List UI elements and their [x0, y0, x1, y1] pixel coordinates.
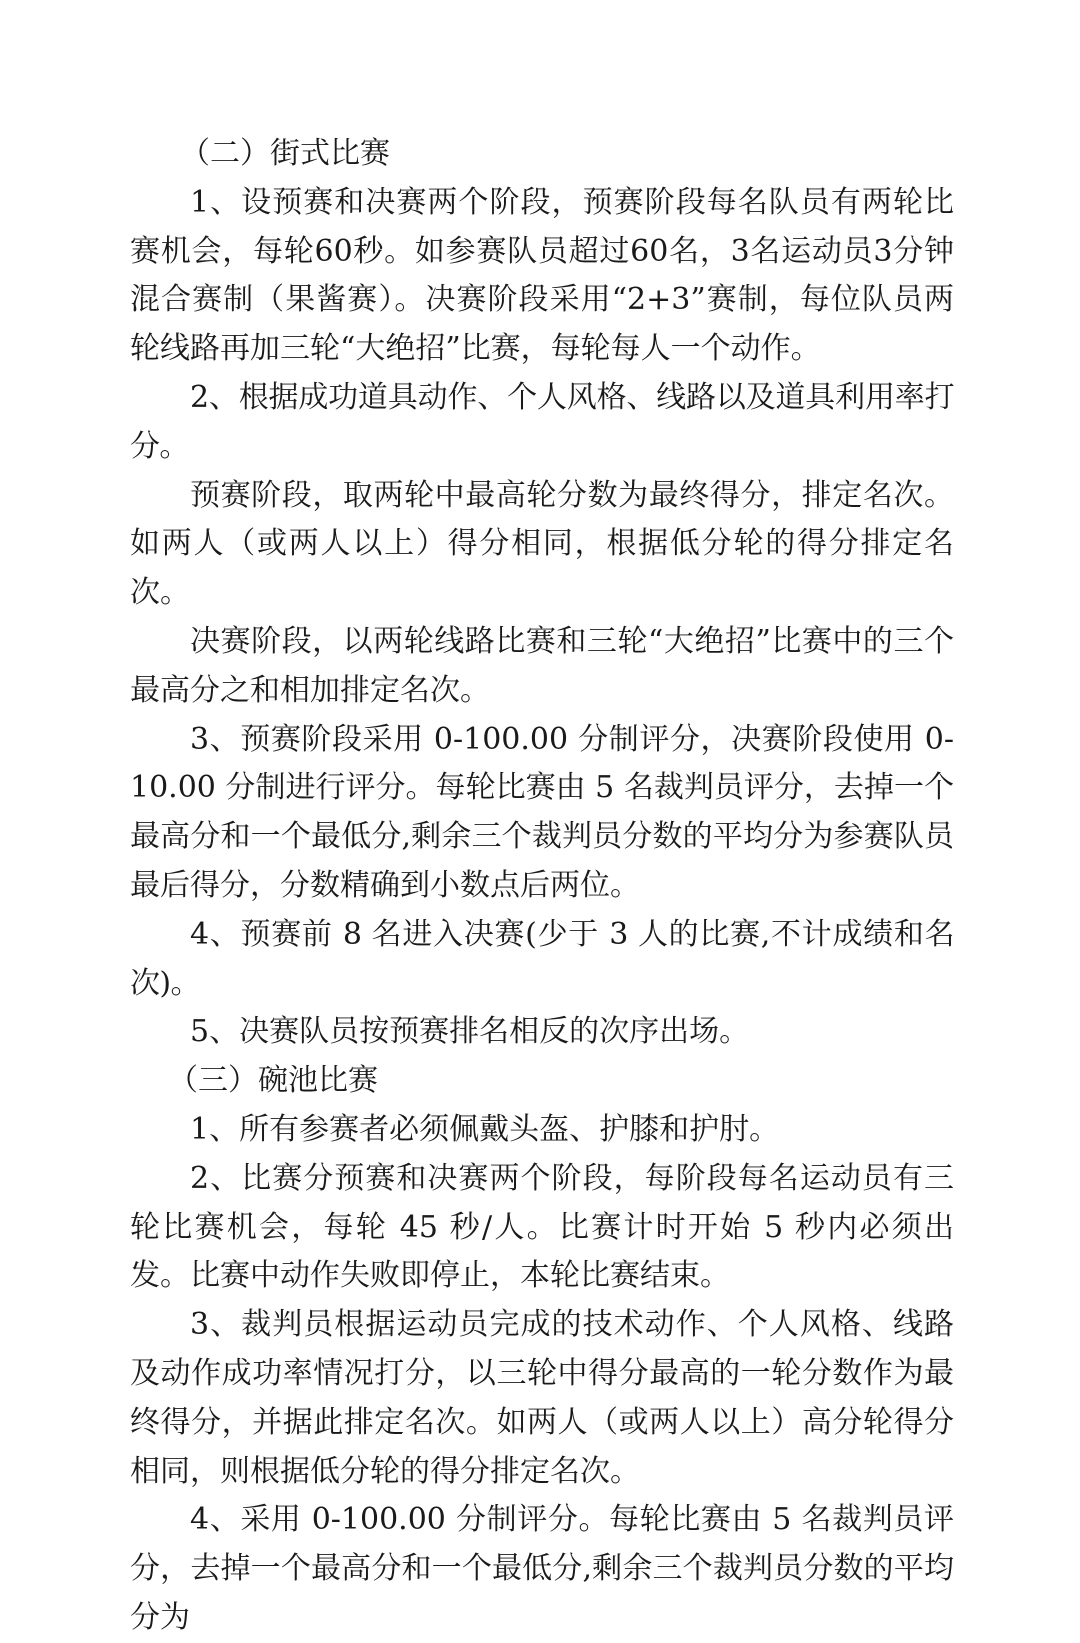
street-rule-2: 2、根据成功道具动作、个人风格、线路以及道具利用率打分。	[130, 379, 954, 464]
bowl-rule-3: 3、裁判员根据运动员完成的技术动作、个人风格、线路及动作成功率情况打分，以三轮中得分最高的一轮分数作为最终得分，并据此排定名次。如两人（或两人以上）高分轮得分相同，则根据低分轮的得分排定名次。	[130, 1307, 954, 1489]
street-final-scoring: 决赛阶段，以两轮线路比赛和三轮“大绝招”比赛中的三个最高分之和相加排定名次。	[130, 623, 954, 708]
street-rule-4: 4、预赛前 8 名进入决赛(少于 3 人的比赛,不计成绩和名次)。	[130, 916, 954, 1001]
section-heading-bowl: （三）碗池比赛	[168, 1063, 378, 1099]
section-heading-street: （二）街式比赛	[180, 136, 390, 171]
bowl-rule-2: 2、比赛分预赛和决赛两个阶段，每阶段每名运动员有三轮比赛机会，每轮 45 秒/人。比赛计时开始 5 秒内必须出发。比赛中动作失败即停止，本轮比赛结束。	[130, 1160, 954, 1294]
street-prelim-scoring: 预赛阶段，取两轮中最高轮分数为最终得分，排定名次。如两人（或两人以上）得分相同，根据低分轮的得分排定名次。	[130, 477, 954, 611]
bowl-rule-1: 1、所有参赛者必须佩戴头盔、护膝和护肘。	[190, 1111, 780, 1147]
street-rule-1: 1、设预赛和决赛两个阶段，预赛阶段每名队员有两轮比赛机会，每轮60秒。如参赛队员超过60名，3名运动员3分钟混合赛制（果酱赛）。决赛阶段采用“2+3”赛制，每位队员两轮线路再加三轮“大绝招”比赛，每轮每人一个动作。	[130, 184, 954, 367]
document-body	[130, 130, 954, 1643]
street-rule-3: 3、预赛阶段采用 0-100.00 分制评分，决赛阶段使用 0-10.00 分制进行评分。每轮比赛由 5 名裁判员评分，去掉一个最高分和一个最低分,剩余三个裁判员分数的平均分为参赛队员最后得分，分数精确到小数点后两位。	[130, 721, 954, 903]
street-rule-5: 5、决赛队员按预赛排名相反的次序出场。	[190, 1014, 750, 1050]
bowl-rule-4: 4、采用 0-100.00 分制评分。每轮比赛由 5 名裁判员评分，去掉一个最高分和一个最低分,剩余三个裁判员分数的平均分为	[130, 1502, 954, 1635]
